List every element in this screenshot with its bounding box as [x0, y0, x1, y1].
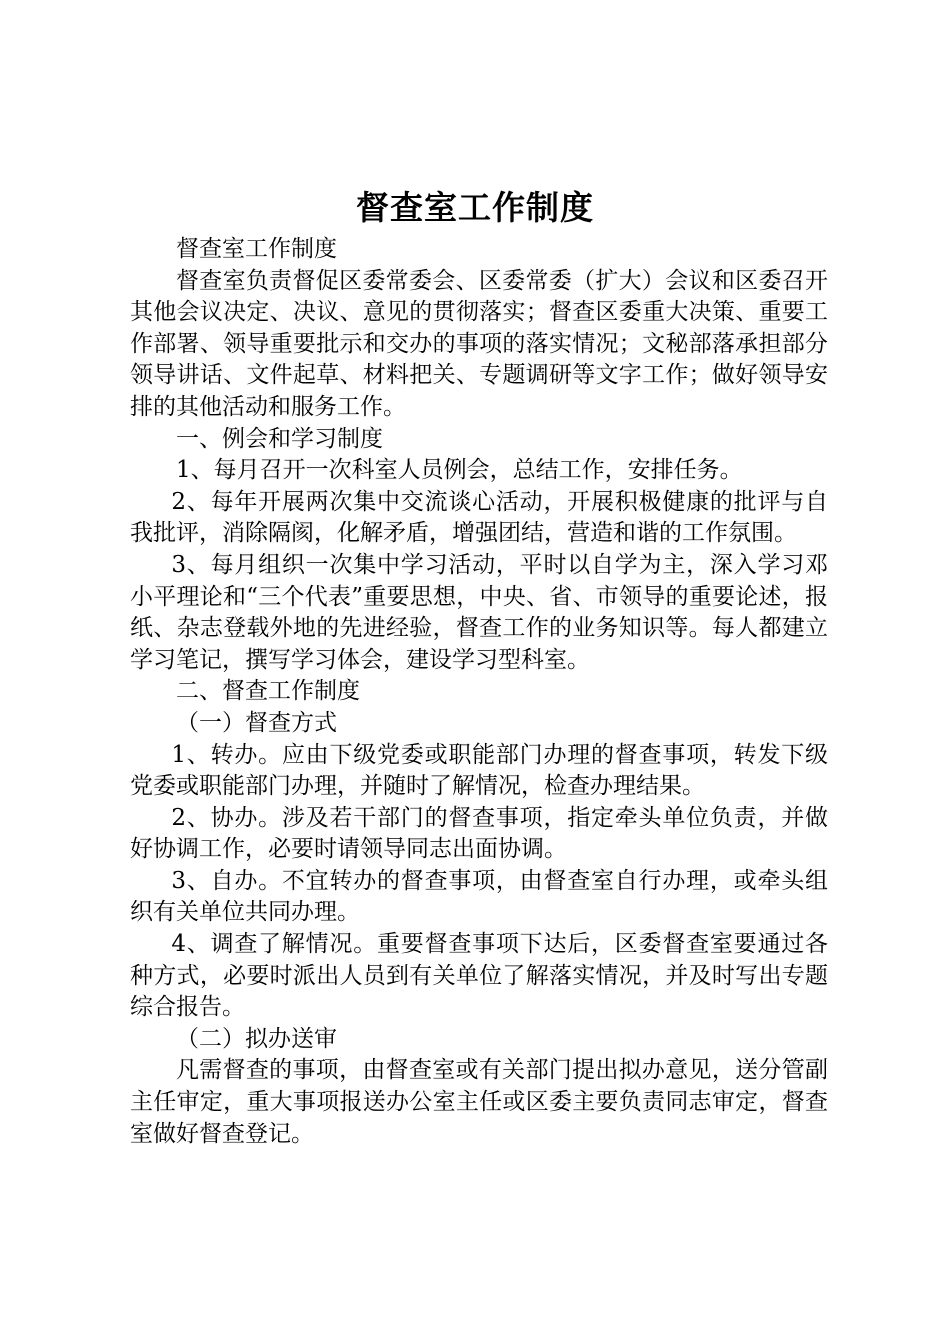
- paragraph-item: 3、自办。不宜转办的督查事项，由督查室自行办理，或牵头组织有关单位共同办理。: [130, 867, 828, 926]
- heading-section-2: 二、督查工作制度: [176, 678, 360, 705]
- paragraph-item: 2、每年开展两次集中交流谈心活动，开展积极健康的批评与自我批评，消除隔阂，化解矛盾，增强团结，营造和谐的工作氛围。: [130, 488, 828, 547]
- paragraph-item: 4、调查了解情况。重要督查事项下达后，区委督查室要通过各种方式，必要时派出人员到有关单位了解落实情况，并及时写出专题综合报告。: [130, 931, 828, 1021]
- paragraph-item: 1、每月召开一次科室人员例会，总结工作，安排任务。: [176, 457, 743, 484]
- document-title: 督查室工作制度: [356, 188, 594, 227]
- heading-subsection-1: （一）督查方式: [176, 709, 337, 736]
- paragraph-subtitle: 督查室工作制度: [176, 236, 337, 262]
- paragraph-intro: 督查室负责督促区委常委会、区委常委（扩大）会议和区委召开其他会议决定、决议、意见的贯彻落实；督查区委重大决策、重要工作部署、领导重要批示和交办的事项的落实情况；文秘部落承担部分领导讲话、文件起草、材料把关、专题调研等文字工作；做好领导安排的其他活动和服务工作。: [130, 267, 828, 420]
- paragraph-item: 2、协办。涉及若干部门的督查事项，指定牵头单位负责，并做好协调工作，必要时请领导同志出面协调。: [130, 804, 828, 863]
- paragraph-item: 凡需督查的事项，由督查室或有关部门提出拟办意见，送分管副主任审定，重大事项报送办公室主任或区委主要负责同志审定，督查室做好督查登记。: [130, 1057, 828, 1147]
- document-body: [130, 234, 828, 1150]
- heading-subsection-2: （二）拟办送审: [176, 1025, 337, 1052]
- paragraph-item: 3、每月组织一次集中学习活动，平时以自学为主，深入学习邓小平理论和“三个代表”重要思想，中央、省、市领导的重要论述，报纸、杂志登载外地的先进经验，督查工作的业务知识等。每人都建立学习笔记，撰写学习体会，建设学习型科室。: [130, 551, 828, 673]
- paragraph-item: 1、转办。应由下级党委或职能部门办理的督查事项，转发下级党委或职能部门办理，并随时了解情况，检查办理结果。: [130, 741, 828, 800]
- heading-section-1: 一、例会和学习制度: [176, 425, 383, 452]
